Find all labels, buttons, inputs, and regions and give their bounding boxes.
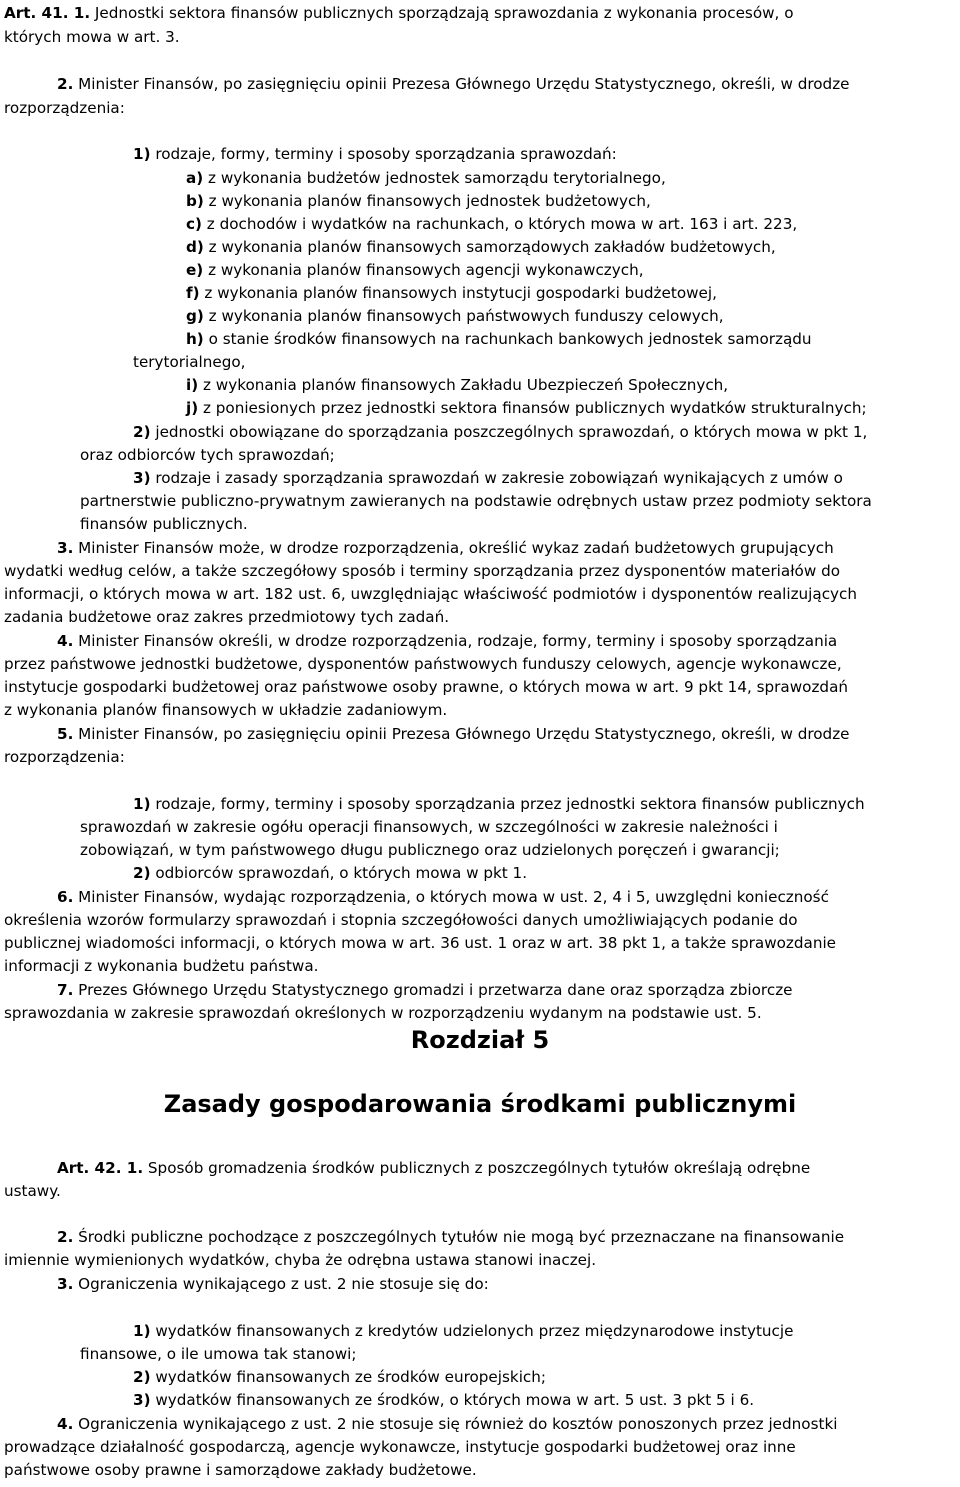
art41-lit-e <box>186 261 644 279</box>
art42-ust3 <box>57 1275 489 1293</box>
art41-ust4-line4: z wykonania planów finansowych w układzie zadaniowym. <box>4 701 448 719</box>
ust-text: Sposób gromadzenia środków publicznych z poszczególnych tytułów określają odrębne <box>143 1159 811 1177</box>
art41-ust2-pkt2-line1 <box>133 423 867 441</box>
ust-number: 3. <box>57 1275 74 1293</box>
art41-ust3-line1 <box>57 539 834 557</box>
art41-lit-d <box>186 238 776 256</box>
ust-text: Ograniczenia wynikającego z ust. 2 nie stosuje się również do kosztów ponoszonych przez jednostki <box>73 1415 838 1433</box>
ust-text: Minister Finansów, po zasięgnięciu opinii Prezesa Głównego Urzędu Statystycznego, określi, w drodze <box>73 725 850 743</box>
pkt-text: wydatków finansowanych z kredytów udzielonych przez międzynarodowe instytucje <box>150 1322 794 1340</box>
art42-number: Art. 42. 1. <box>57 1159 144 1177</box>
pkt-number: 1) <box>133 1322 151 1340</box>
ust-text: Minister Finansów może, w drodze rozporządzenia, określić wykaz zadań budżetowych grupujących <box>73 539 834 557</box>
pkt-number: 3) <box>133 1391 151 1409</box>
art41-ust2-pkt3-line1 <box>133 469 843 487</box>
lit-text: z wykonania planów finansowych Zakładu Ubezpieczeń Społecznych, <box>198 376 729 394</box>
art41-ust2-line1 <box>57 75 850 93</box>
pkt-number: 1) <box>133 145 151 163</box>
lit-letter: g) <box>186 307 204 325</box>
lit-text: z poniesionych przez jednostki sektora finansów publicznych wydatków strukturalnych; <box>198 399 867 417</box>
art41-lit-h-line2: terytorialnego, <box>133 353 246 371</box>
lit-letter: b) <box>186 192 204 210</box>
ust-text: Minister Finansów określi, w drodze rozporządzenia, rodzaje, formy, terminy i sposoby sporządzania <box>73 632 838 650</box>
art41-ust6-line4: informacji z wykonania budżetu państwa. <box>4 957 319 975</box>
art42-ust3-pkt2 <box>133 1368 546 1386</box>
art41-ust5-pkt1-line1 <box>133 795 865 813</box>
pkt-number: 3) <box>133 469 151 487</box>
pkt-number: 1) <box>133 795 151 813</box>
lit-letter: c) <box>186 215 202 233</box>
art41-lit-a <box>186 169 666 187</box>
art42-ust2-line1 <box>57 1228 844 1246</box>
art41-ust4-line1 <box>57 632 837 650</box>
ust-text: Prezes Głównego Urzędu Statystycznego gromadzi i przetwarza dane oraz sporządza zbiorcze <box>73 981 793 999</box>
art41-ust2-pkt2-line2: oraz odbiorców tych sprawozdań; <box>80 446 335 464</box>
ust-number: 2. <box>57 75 74 93</box>
ust-text: Minister Finansów, wydając rozporządzenia, o których mowa w ust. 2, 4 i 5, uwzględni konieczność <box>73 888 829 906</box>
lit-letter: i) <box>186 376 199 394</box>
art41-lit-b <box>186 192 651 210</box>
art41-lit-i <box>186 376 728 394</box>
art42-ust1-line1 <box>57 1159 810 1177</box>
lit-text: z wykonania planów finansowych samorządowych zakładów budżetowych, <box>203 238 776 256</box>
lit-text: z wykonania planów finansowych agencji wykonawczych, <box>203 261 644 279</box>
ust-number: 3. <box>57 539 74 557</box>
art41-ust2-pkt3-line2: partnerstwie publiczno-prywatnym zawieranych na podstawie odrębnych ustaw przez podmioty sektora <box>80 492 872 510</box>
art41-ust4-line2: przez państwowe jednostki budżetowe, dysponentów państwowych funduszy celowych, agencje wykonawcze, <box>4 655 842 673</box>
art41-ust3-line2: wydatki według celów, a także szczegółowy sposób i terminy sporządzania przez dysponentów materiałów do <box>4 562 841 580</box>
pkt-text: odbiorców sprawozdań, o których mowa w pkt 1. <box>150 864 528 882</box>
lit-letter: h) <box>186 330 204 348</box>
ust-number: 6. <box>57 888 74 906</box>
pkt-number: 2) <box>133 1368 151 1386</box>
art41-ust5-line1 <box>57 725 850 743</box>
art42-ust3-pkt3 <box>133 1391 754 1409</box>
ust-number: 4. <box>57 632 74 650</box>
art41-ust2-line2: rozporządzenia: <box>4 99 125 117</box>
ust-number: 2. <box>57 1228 74 1246</box>
art42-ust3-pkt1-line1 <box>133 1322 793 1340</box>
ust-number: 5. <box>57 725 74 743</box>
lit-letter: e) <box>186 261 204 279</box>
art41-ust3-line4: zadania budżetowe oraz zakres przedmiotowy tych zadań. <box>4 608 450 626</box>
pkt-text: rodzaje, formy, terminy i sposoby sporządzania przez jednostki sektora finansów publicznych <box>150 795 865 813</box>
art42-ust3-pkt1-line2: finansowe, o ile umowa tak stanowi; <box>80 1345 357 1363</box>
art42-ust1-line2: ustawy. <box>4 1182 61 1200</box>
art42-ust4-line3: państwowe osoby prawne i samorządowe zakłady budżetowe. <box>4 1461 477 1479</box>
art41-lit-f <box>186 284 717 302</box>
art41-ust7-line1 <box>57 981 793 999</box>
art41-ust5-line2: rozporządzenia: <box>4 748 125 766</box>
art41-ust1-text: Jednostki sektora finansów publicznych sporządzają sprawozdania z wykonania procesów, o <box>90 4 794 22</box>
pkt-text: rodzaje, formy, terminy i sposoby sporządzania sprawozdań: <box>150 145 617 163</box>
art41-ust2-text: Minister Finansów, po zasięgnięciu opinii Prezesa Głównego Urzędu Statystycznego, określi, w drodze <box>73 75 850 93</box>
lit-letter: a) <box>186 169 204 187</box>
pkt-text: wydatków finansowanych ze środków europejskich; <box>150 1368 547 1386</box>
ust-text: Ograniczenia wynikającego z ust. 2 nie stosuje się do: <box>73 1275 489 1293</box>
art42-ust4-line1 <box>57 1415 837 1433</box>
pkt-number: 2) <box>133 864 151 882</box>
art41-ust2-pkt1 <box>133 145 617 163</box>
ust-text: Środki publiczne pochodzące z poszczególnych tytułów nie mogą być przeznaczane na finansowanie <box>73 1228 845 1246</box>
pkt-text: jednostki obowiązane do sporządzania poszczególnych sprawozdań, o których mowa w pkt 1, <box>150 423 868 441</box>
lit-text: z wykonania planów finansowych państwowych funduszy celowych, <box>203 307 724 325</box>
art41-ust1-line1 <box>4 4 794 22</box>
art41-ust6-line2: określenia wzorów formularzy sprawozdań i stopnia szczegółowości danych umożliwiających podanie do <box>4 911 798 929</box>
art41-ust4-line3: instytucje gospodarki budżetowej oraz państwowe osoby prawne, o których mowa w art. 9 pkt 14, sprawozdań <box>4 678 848 696</box>
chapter-number-heading: Rozdział 5 <box>410 1026 550 1054</box>
ust-number: 7. <box>57 981 74 999</box>
art41-ust6-line1 <box>57 888 829 906</box>
art41-ust7-line2: sprawozdania w zakresie sprawozdań określonych w rozporządzeniu wydanym na podstawie ust. 5. <box>4 1004 762 1022</box>
pkt-number: 2) <box>133 423 151 441</box>
art41-lit-g <box>186 307 724 325</box>
art41-lit-h-line1 <box>186 330 812 348</box>
lit-text: z dochodów i wydatków na rachunkach, o których mowa w art. 163 i art. 223, <box>201 215 798 233</box>
art41-number: Art. 41. 1. <box>4 4 91 22</box>
lit-letter: f) <box>186 284 200 302</box>
pkt-text: wydatków finansowanych ze środków, o których mowa w art. 5 ust. 3 pkt 5 i 6. <box>150 1391 755 1409</box>
lit-text: z wykonania planów finansowych instytucji gospodarki budżetowej, <box>199 284 717 302</box>
art41-ust3-line3: informacji, o których mowa w art. 182 ust. 6, uwzględniając właściwość podmiotów i dysponentów realizujących <box>4 585 858 603</box>
lit-letter: d) <box>186 238 204 256</box>
lit-text: z wykonania planów finansowych jednostek budżetowych, <box>203 192 651 210</box>
art41-ust6-line3: publicznej wiadomości informacji, o których mowa w art. 36 ust. 1 oraz w art. 38 pkt 1, a także sprawozdanie <box>4 934 837 952</box>
ust-number: 4. <box>57 1415 74 1433</box>
lit-text: o stanie środków finansowych na rachunkach bankowych jednostek samorządu <box>203 330 812 348</box>
art41-ust2-pkt3-line3: finansów publicznych. <box>80 515 248 533</box>
art41-ust5-pkt2 <box>133 864 527 882</box>
chapter-title-heading: Zasady gospodarowania środkami publicznymi <box>163 1090 797 1118</box>
lit-text: z wykonania budżetów jednostek samorządu terytorialnego, <box>203 169 666 187</box>
pkt-text: rodzaje i zasady sporządzania sprawozdań w zakresie zobowiązań wynikających z umów o <box>150 469 843 487</box>
art41-lit-j <box>186 399 867 417</box>
art42-ust4-line2: prowadzące działalność gospodarczą, agencje wykonawcze, instytucje gospodarki budżetowej oraz inne <box>4 1438 796 1456</box>
art42-ust2-line2: imiennie wymienionych wydatków, chyba że odrębna ustawa stanowi inaczej. <box>4 1251 597 1269</box>
art41-ust1-line2: których mowa w art. 3. <box>4 28 180 46</box>
art41-ust5-pkt1-line3: zobowiązań, w tym państwowego długu publicznego oraz udzielonych poręczeń i gwarancji; <box>80 841 780 859</box>
lit-letter: j) <box>186 399 199 417</box>
art41-ust5-pkt1-line2: sprawozdań w zakresie ogółu operacji finansowych, w szczególności w zakresie należności i <box>80 818 778 836</box>
art41-lit-c <box>186 215 797 233</box>
